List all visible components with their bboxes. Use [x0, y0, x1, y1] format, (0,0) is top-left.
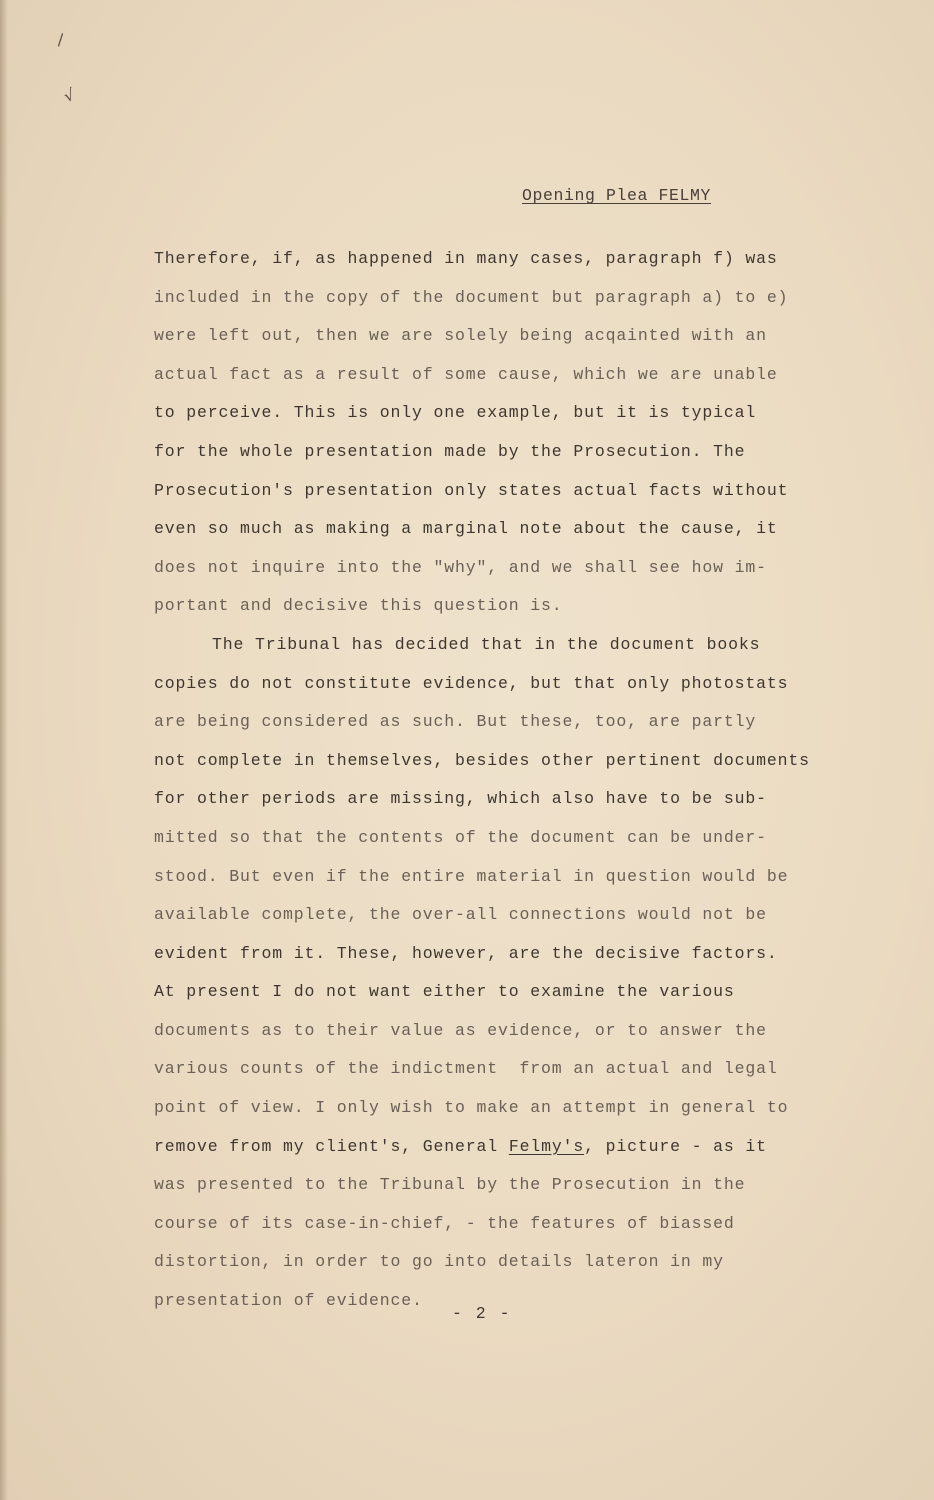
text-line: not complete in themselves, besides other pertinent documents — [154, 750, 810, 770]
document-header: Opening Plea FELMY — [522, 186, 712, 205]
text-line: copies do not constitute evidence, but that only photostats — [154, 673, 789, 693]
text-line: documents as to their value as evidence, or to answer the — [154, 1020, 767, 1040]
text-line: to perceive. This is only one example, but it is typical — [154, 403, 757, 423]
text-line: point of view. I only wish to make an attempt in general to — [154, 1098, 789, 1118]
text-line: available complete, the over-all connections would not be — [154, 905, 767, 925]
text-segment: , picture - as it — [584, 1136, 767, 1156]
text-line: presentation of evidence. — [154, 1291, 423, 1311]
pencil-check-mark: √ — [61, 84, 78, 107]
text-line: At present I do not want either to examine the various — [154, 982, 735, 1002]
document-body — [154, 240, 874, 1321]
text-line: evident from it. These, however, are the decisive factors. — [154, 943, 778, 963]
text-line-with-underline — [154, 1128, 874, 1167]
paper-edge-shadow — [0, 0, 8, 1500]
text-line: distortion, in order to go into details lateron in my — [154, 1252, 724, 1272]
text-line: for other periods are missing, which also have to be sub- — [154, 789, 767, 809]
underlined-name: Felmy's — [508, 1136, 585, 1156]
text-line: stood. But even if the entire material in question would be — [154, 866, 789, 886]
text-line: mitted so that the contents of the document can be under- — [154, 827, 767, 847]
text-line: included in the copy of the document but paragraph a) to e) — [154, 287, 789, 307]
text-line: even so much as making a marginal note about the cause, it — [154, 519, 778, 539]
text-line: course of its case-in-chief, - the features of biassed — [154, 1213, 735, 1233]
text-line: The Tribunal has decided that in the document books — [212, 634, 761, 654]
paragraph-1 — [154, 240, 874, 626]
text-line: various counts of the indictment from an actual and legal — [154, 1059, 778, 1079]
paragraph-2 — [154, 626, 874, 1321]
page-number: - 2 - — [452, 1304, 512, 1323]
text-line: for the whole presentation made by the Prosecution. The — [154, 441, 746, 461]
text-segment: remove from my client's, General — [154, 1136, 509, 1156]
text-line: actual fact as a result of some cause, which we are unable — [154, 364, 778, 384]
text-line: are being considered as such. But these, too, are partly — [154, 712, 757, 732]
text-line: does not inquire into the "why", and we shall see how im- — [154, 557, 767, 577]
text-line: were left out, then we are solely being acqainted with an — [154, 326, 767, 346]
text-line: Therefore, if, as happened in many cases, paragraph f) was — [154, 249, 778, 268]
text-line: portant and decisive this question is. — [154, 596, 563, 616]
text-line: was presented to the Tribunal by the Prosecution in the — [154, 1175, 746, 1195]
pencil-mark: \ — [53, 30, 69, 49]
text-line: Prosecution's presentation only states actual facts without — [154, 480, 789, 500]
